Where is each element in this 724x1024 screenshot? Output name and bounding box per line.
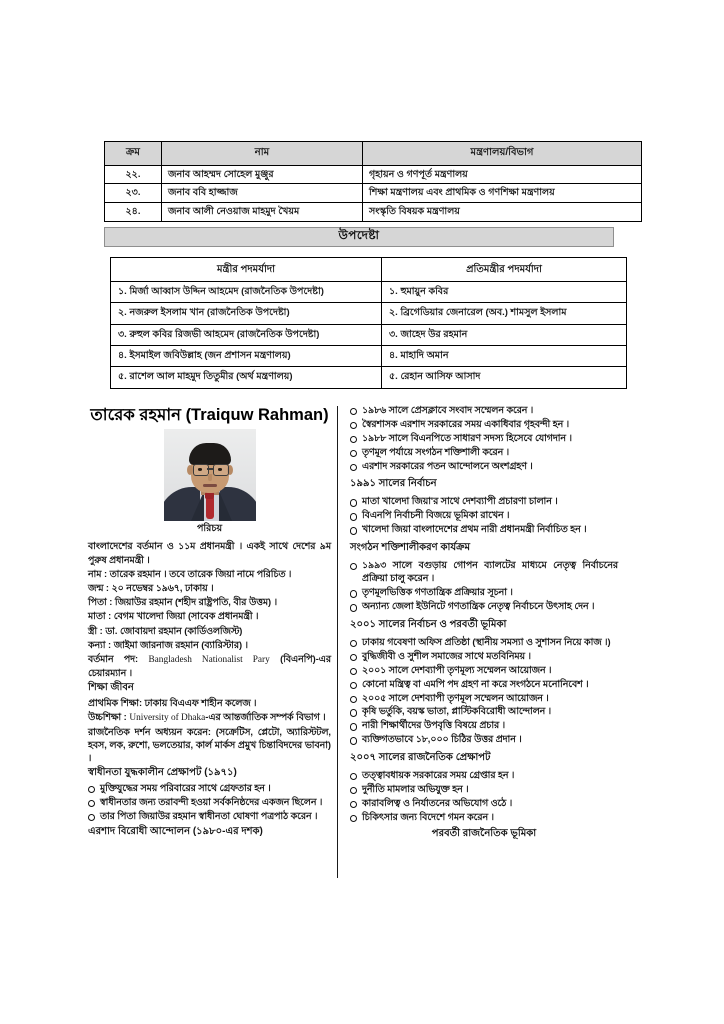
tie-icon — [206, 497, 214, 519]
bio-value-higher-education-bn: -এর আন্তর্জাতিক সম্পর্ক বিভাগ । — [205, 711, 326, 722]
list-item: বিএনপি নির্বাচনী বিজয়ে ভূমিকা রাখেন । — [350, 509, 618, 522]
bio-value-current-position-bn: (বিএনপি)-এর চেয়ারম্যান । — [88, 653, 331, 679]
bio-label-wife: স্ত্রী : — [88, 625, 103, 636]
context-2007-list — [350, 769, 618, 824]
cell-minister-rank: ২. নজরুল ইসলাম খান (রাজনৈতিক উপদেষ্টা) — [111, 303, 382, 324]
election-1991-list — [350, 495, 618, 536]
tie-knot-icon — [205, 492, 214, 499]
bio-value-name: তারেক রহমান । তবে তারেক জিয়া নামে পরিচিত । — [107, 568, 292, 579]
bio-value-father: জিয়াউর রহমান (শহীদ রাষ্ট্রপতি, বীর উত্তম) । — [112, 597, 278, 608]
list-item: তৃণমূলভিত্তিক গণতান্ত্রিক প্রক্রিয়ার সূচনা । — [350, 586, 618, 599]
bio-value-political-philosophy: (সক্রেটিস, প্লেটো, অ্যারিস্টটল, হবস, লক, রুশো, ভলতেয়ার, কার্ল মার্কস প্রমুখ চিন্তাবিদদের ভাবনা) । — [88, 726, 331, 764]
table-row — [111, 303, 627, 324]
cell-serial: ২২. — [105, 165, 162, 184]
list-item: অন্যান্য জেলা ইউনিটে গণতান্ত্রিক নেতৃত্ব নির্বাচনে উৎসাহ দেন । — [350, 600, 618, 613]
column-header-serial: ক্রম — [105, 142, 162, 166]
table-row — [111, 324, 627, 345]
list-item: এরশাদ সরকারের পতন আন্দোলনে অংশগ্রহণ । — [350, 460, 618, 473]
list-item: খালেদা জিয়া বাংলাদেশের প্রথম নারী প্রধানমন্ত্রী নির্বাচিত হন । — [350, 523, 618, 536]
list-item: ১৯৮৬ সালে প্রেসক্লাবে সংবাদ সম্মেলন করেন । — [350, 404, 618, 417]
bio-value-primary-education: ঢাকায় বিএএফ শাহীন কলেজ । — [142, 697, 257, 708]
organization-strengthening-list — [350, 559, 618, 614]
bio-value-mother: বেগম খালেদা জিয়া (সাবেক প্রধানমন্ত্রী । — [111, 611, 259, 622]
page-title — [88, 406, 331, 425]
bio-field-mother — [88, 610, 331, 623]
table-row — [111, 367, 627, 388]
cell-minister-rank: ৫. রাশেল আল মাহমুদ তিতুমীর (অর্থ মন্ত্রণালয়) — [111, 367, 382, 388]
advisors-table — [110, 257, 627, 389]
election-2001-heading: ২০০১ সালের নির্বাচন ও পরবর্তী ভূমিকা — [350, 618, 507, 630]
list-item: তত্ত্বাবধায়ক সরকারের সময় গ্রেপ্তার হন । — [350, 769, 618, 782]
portrait-container — [88, 429, 331, 521]
column-header-state-minister-rank: প্রতিমন্ত্রীর পদমর্যাদা — [382, 258, 627, 282]
profile-right-column — [350, 404, 618, 843]
cell-name: জনাব আলী নেওয়াজ মাহমুদ খৈয়ম — [162, 203, 363, 222]
list-item: ব্যক্তিগতভাবে ১৮,০০০ চিঠির উত্তর প্রদান । — [350, 733, 618, 746]
election-2001-list — [350, 636, 618, 747]
list-item: কোনো মন্ত্রিত্ব বা এমপি পদ গ্রহণ না করে সংগঠনে মনোনিবেশ । — [350, 678, 618, 691]
ministers-table — [104, 141, 642, 222]
education-heading: শিক্ষা জীবন — [88, 682, 134, 694]
list-item: মুক্তিযুদ্ধের সময় পরিবারের সাথে গ্রেফতার হন । — [88, 782, 331, 795]
list-item: মাতা খালেদা জিয়া'র সাথে দেশব্যাপী প্রচারণা চালান । — [350, 495, 618, 508]
list-item: দুর্নীতি মামলার অভিযুক্ত হন । — [350, 783, 618, 796]
column-header-name: নাম — [162, 142, 363, 166]
person-name-en: (Traiquw Rahman) — [185, 406, 329, 424]
cell-ministry: সংস্কৃতি বিষয়ক মন্ত্রণালয় — [363, 203, 642, 222]
list-item: ১৯৮৮ সালে বিএনপিতে সাধারণ সদস্য হিসেবে যোগদান । — [350, 432, 618, 445]
eye-left-icon — [198, 468, 202, 470]
list-item: ১৯৯৩ সালে বগুড়ায় গোপন ব্যালটের মাধ্যমে নেতৃত্ব নির্বাচনের প্রক্রিয়া চালু করেন । — [350, 559, 618, 586]
ershad-movement-list — [350, 404, 618, 473]
bio-label-primary-education: প্রাথমিক শিক্ষা: — [88, 697, 143, 708]
bio-label-birth: জন্ম : — [88, 583, 110, 594]
list-item: নারী শিক্ষার্থীদের উপবৃত্তি বিষয়ে প্রচার । — [350, 719, 618, 732]
bio-value-wife: ডা. জোবায়দা রহমান (কার্ডিওলজিস্ট) — [102, 625, 243, 636]
cell-serial: ২৪. — [105, 203, 162, 222]
cell-state-minister-rank: ৫. রেহান আসিফ আসাদ — [382, 367, 627, 388]
cell-state-minister-rank: ৩. জাহেদ উর রহমান — [382, 324, 627, 345]
bio-field-name — [88, 568, 331, 581]
bio-value-birth: ২০ নভেম্বর ১৯৬৭, ঢাকায় । — [109, 583, 214, 594]
list-item: ২০০১ সালে দেশব্যাপী তৃণমূল্য সম্মেলন আয়োজন । — [350, 664, 618, 677]
next-political-role-heading: পরবর্তী রাজনৈতিক ভূমিকা — [431, 828, 537, 840]
profile-left-column — [88, 404, 331, 840]
list-item: বুদ্ধিজীবী ও সুশীল সমাজের সাথে মতবিনিময় । — [350, 650, 618, 663]
table-row — [105, 165, 642, 184]
bio-current-position — [88, 653, 331, 680]
bio-intro: বাংলাদেশের বর্তমান ও ১১ম প্রধানমন্ত্রী । একই সাথে দেশের ৯ম পুরুষ প্রধানমন্ত্রী । — [88, 541, 331, 565]
cell-name: জনাব ববি হাজ্জাজ — [162, 184, 363, 203]
table-header-row — [105, 142, 642, 166]
bio-field-father — [88, 596, 331, 609]
portrait-caption: পরিচয় — [196, 523, 223, 535]
list-item: তার পিতা জিয়াউর রহমান স্বাধীনতা ঘোষণা পত্রপাঠ করেন । — [88, 810, 331, 823]
bio-higher-education — [88, 711, 331, 725]
list-item: কারাবলিত্ব ও নির্যাতনের অভিযোগ ওঠে । — [350, 797, 618, 810]
bio-field-wife — [88, 625, 331, 638]
list-item: স্বাধীনতার জন্য তরাবন্দী হওয়া সর্বকনিষ্ঠদের একজন ছিলেন । — [88, 796, 331, 809]
advisors-header-row — [111, 258, 627, 282]
bio-primary-education — [88, 697, 331, 710]
bio-label-higher-education: উচ্চশিক্ষা : — [88, 711, 127, 722]
ershad-movement-heading: এরশাদ বিরোধী আন্দোলন (১৯৮০-এর দশক) — [88, 826, 263, 838]
list-item: চিকিৎসার জন্য বিদেশে গমন করেন । — [350, 811, 618, 824]
list-item: স্বৈরশাসক এরশাদ সরকারের সময় একাধিবার গৃহবন্দী হন । — [350, 418, 618, 431]
cell-state-minister-rank: ১. হুমায়ুন কবির — [382, 282, 627, 303]
bio-label-mother: মাতা : — [88, 611, 112, 622]
bio-label-father: পিতা : — [88, 597, 113, 608]
table-row — [111, 282, 627, 303]
bio-political-philosophy — [88, 726, 331, 766]
bio-label-current-position: বর্তমান পদ: — [88, 653, 139, 664]
column-divider — [337, 406, 338, 878]
avatar — [164, 429, 256, 521]
election-1991-heading: ১৯৯১ সালের নির্বাচন — [350, 478, 437, 490]
nose-icon — [208, 474, 212, 481]
hair-icon — [189, 443, 231, 465]
list-item: ঢাকায় গবেষণা অফিস প্রতিষ্ঠা (স্থানীয় সমস্যা ও সুশাসন নিয়ে কাজ ।) — [350, 636, 618, 649]
list-item: ২০০৫ সালে দেশব্যাপী তৃণমূল সম্মেলন আয়োজন । — [350, 692, 618, 705]
ear-left-icon — [187, 465, 193, 475]
bio-label-political-philosophy: রাজনৈতিক দর্শন অধ্যয়ন করেন: — [88, 726, 211, 737]
glasses-bridge-icon — [207, 468, 213, 469]
bio-value-daughter: জাইমা জারনাজ রহমান (ব্যারিস্টার) । — [111, 639, 248, 650]
person-name-bn: তারেক রহমান — [90, 406, 181, 424]
advisors-section-banner: উপদেষ্টা — [104, 227, 614, 247]
table-row — [105, 203, 642, 222]
bio-label-daughter: কন্যা : — [88, 639, 112, 650]
biography — [88, 540, 331, 839]
liberation-war-heading: স্বাধীনতা যুদ্ধকালীন প্রেক্ষাপট (১৯৭১) — [88, 767, 237, 779]
list-item: কৃষি ভর্তুকি, বয়স্ক ভাতা, প্লাস্টিকবিরোধী আন্দোলন । — [350, 705, 618, 718]
liberation-war-list — [88, 782, 331, 823]
cell-minister-rank: ১. মির্জা আব্বাস উদ্দিন আহমেদ (রাজনৈতিক উপদেষ্টা) — [111, 282, 382, 303]
context-2007-heading: ২০০৭ সালের রাজনৈতিক প্রেক্ষাপট — [350, 751, 491, 763]
cell-minister-rank: ৩. রুহুল কবির রিজভী আহমেদ (রাজনৈতিক উপদেষ্টা) — [111, 324, 382, 345]
cell-serial: ২৩. — [105, 184, 162, 203]
organization-strengthening-heading: সংগঠন শক্তিশালীকরণ কার্যক্রম — [350, 541, 471, 553]
cell-ministry: গৃহায়ন ও গণপূর্ত মন্ত্রণালয় — [363, 165, 642, 184]
eye-right-icon — [218, 468, 222, 470]
table-row — [105, 184, 642, 203]
bio-label-name: নাম : — [88, 568, 108, 579]
mouth-icon — [203, 484, 217, 487]
table-row — [111, 346, 627, 367]
cell-minister-rank: ৪. ইসমাইল জবিউল্লাহ (জন প্রশাসন মন্ত্রণালয়) — [111, 346, 382, 367]
cell-ministry: শিক্ষা মন্ত্রণালয় এবং প্রাথমিক ও গণশিক্ষা মন্ত্রণালয় — [363, 184, 642, 203]
bio-field-daughter — [88, 639, 331, 652]
column-header-minister-rank: মন্ত্রীর পদমর্যাদা — [111, 258, 382, 282]
list-item: তৃণমূল পর্যায়ে সংগঠন শক্তিশালী করেন । — [350, 446, 618, 459]
cell-state-minister-rank: ২. ব্রিগেডিয়ার জেনারেল (অব.) শামসুল ইসলাম — [382, 303, 627, 324]
cell-name: জনাব আহম্মদ সোহেল মুঞ্জুর — [162, 165, 363, 184]
cell-state-minister-rank: ৪. মাহাদি অমান — [382, 346, 627, 367]
profile-section — [88, 404, 618, 884]
bio-value-current-position-en: Bangladesh Nationalist Pary — [148, 654, 270, 665]
lapel-right-icon — [219, 491, 232, 521]
bio-value-higher-education-en: University of Dhaka — [129, 712, 206, 723]
lapel-left-icon — [191, 491, 204, 521]
bio-field-birth — [88, 582, 331, 595]
column-header-ministry: মন্ত্রণালয়/বিভাগ — [363, 142, 642, 166]
